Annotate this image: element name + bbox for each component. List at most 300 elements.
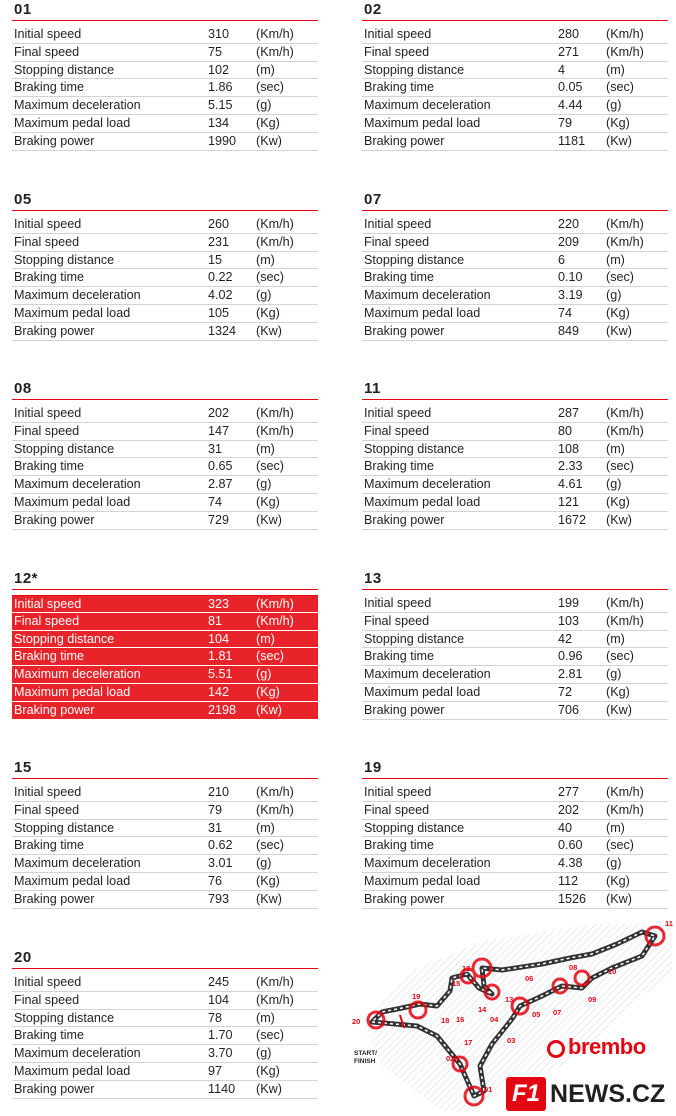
data-row — [362, 287, 668, 305]
row-label: Braking time — [364, 838, 434, 853]
row-value: 1181 — [558, 133, 586, 148]
row-unit: (Km/h) — [606, 44, 644, 59]
row-unit: (m) — [606, 252, 625, 267]
row-value: 0.05 — [558, 80, 583, 95]
row-unit: (m) — [606, 62, 625, 77]
row-label: Final speed — [14, 234, 80, 249]
row-unit: (Km/h) — [606, 785, 644, 799]
data-row — [12, 287, 318, 305]
row-label: Braking time — [364, 649, 434, 664]
corner-number: 12* — [12, 569, 318, 590]
row-label: Maximum pedal load — [364, 873, 481, 888]
row-label: Stopping distance — [364, 441, 465, 456]
turn-label: 04 — [490, 1015, 499, 1024]
row-unit: (sec) — [256, 270, 284, 285]
row-label: Braking power — [14, 133, 95, 148]
corner-number: 05 — [12, 190, 318, 211]
turn-label: 09 — [588, 995, 597, 1004]
data-row — [12, 1027, 318, 1045]
row-unit: (m) — [256, 62, 275, 77]
data-row — [362, 97, 668, 115]
row-value: 202 — [208, 406, 230, 420]
turn-label: 12 — [462, 964, 471, 973]
row-label: Maximum deceleration — [364, 856, 491, 871]
row-unit: (g) — [256, 98, 272, 113]
row-unit: (Kw) — [606, 702, 632, 717]
row-value: 97 — [208, 1063, 223, 1078]
data-row — [362, 79, 668, 97]
turn-label: 15 — [452, 979, 461, 988]
turn-label: 13 — [505, 995, 514, 1004]
row-unit: (Km/h) — [256, 27, 294, 41]
row-value: 103 — [558, 613, 580, 628]
row-label: Maximum deceleration — [14, 477, 141, 492]
row-label: Maximum deceleration — [364, 477, 491, 492]
row-unit: (Kg) — [256, 494, 280, 509]
row-label: Final speed — [364, 44, 430, 59]
row-value: 280 — [558, 27, 580, 41]
row-unit: (Kg) — [256, 873, 280, 888]
row-label: Braking time — [14, 1028, 84, 1043]
data-row — [12, 62, 318, 80]
row-label: Final speed — [14, 613, 80, 628]
row-value: 287 — [558, 406, 580, 420]
corner-number: 07 — [362, 190, 668, 211]
row-unit: (Km/h) — [256, 406, 294, 420]
row-label: Braking power — [364, 133, 445, 148]
turn-label: 08 — [569, 963, 578, 972]
row-unit: (Kw) — [606, 133, 632, 148]
row-label: Final speed — [364, 613, 430, 628]
row-unit: (Kg) — [256, 115, 280, 130]
row-label: Maximum deceleration — [14, 98, 141, 113]
row-value: 199 — [558, 596, 580, 610]
row-label: Stopping distance — [364, 820, 465, 835]
row-value: 79 — [558, 115, 573, 130]
row-unit: (Kw) — [606, 891, 632, 906]
data-row — [362, 405, 668, 423]
row-label: Braking power — [14, 891, 95, 906]
f1-mark: F1 — [506, 1077, 546, 1111]
row-value: 271 — [558, 44, 580, 59]
data-row — [12, 44, 318, 62]
row-unit: (Km/h) — [606, 406, 644, 420]
row-value: 4.02 — [208, 288, 233, 303]
row-label: Initial speed — [364, 406, 432, 420]
row-unit: (sec) — [256, 459, 284, 474]
data-row — [362, 684, 668, 702]
corner-number: 11 — [362, 379, 668, 400]
row-value: 76 — [208, 873, 223, 888]
row-value: 1140 — [208, 1081, 236, 1096]
corner-card — [12, 569, 318, 720]
row-label: Braking time — [364, 270, 434, 285]
row-value: 112 — [558, 873, 579, 888]
row-unit: (sec) — [606, 459, 634, 474]
row-unit: (Kg) — [606, 115, 630, 130]
row-label: Maximum deceleration — [14, 1046, 141, 1061]
data-row — [12, 269, 318, 287]
corner-card — [12, 948, 318, 1099]
row-unit: (g) — [606, 288, 622, 303]
row-value: 1.86 — [208, 80, 233, 95]
row-label: Initial speed — [364, 217, 432, 231]
corner-number: 13 — [362, 569, 668, 590]
data-row — [12, 666, 318, 684]
row-unit: (m) — [256, 820, 275, 835]
row-unit: (Km/h) — [606, 27, 644, 41]
row-label: Initial speed — [364, 785, 432, 799]
corner-number: 02 — [362, 0, 668, 21]
row-value: 729 — [208, 512, 230, 527]
row-value: 80 — [558, 423, 573, 438]
row-label: Final speed — [14, 423, 80, 438]
corner-number: 19 — [362, 758, 668, 779]
row-value: 147 — [208, 423, 230, 438]
data-row — [12, 26, 318, 44]
row-value: 31 — [208, 820, 223, 835]
corner-card — [362, 379, 668, 530]
row-label: Stopping distance — [14, 62, 115, 77]
data-row — [362, 269, 668, 287]
turn-label: 07 — [553, 1008, 562, 1017]
row-unit: (Km/h) — [256, 992, 294, 1007]
row-value: 2.87 — [208, 477, 233, 492]
row-value: 0.10 — [558, 270, 583, 285]
row-value: 3.01 — [208, 856, 233, 871]
row-unit: (Kg) — [606, 305, 630, 320]
row-value: 15 — [208, 252, 223, 267]
row-value: 42 — [558, 631, 573, 646]
corner-number: 08 — [12, 379, 318, 400]
row-value: 4.38 — [558, 856, 583, 871]
corner-card — [362, 569, 668, 720]
row-value: 202 — [558, 802, 580, 817]
row-label: Braking time — [14, 649, 84, 664]
row-unit: (Km/h) — [606, 217, 644, 231]
row-value: 793 — [208, 891, 230, 906]
row-value: 81 — [208, 613, 223, 628]
row-unit: (Km/h) — [606, 613, 644, 628]
row-unit: (sec) — [256, 838, 284, 853]
data-row — [12, 512, 318, 530]
row-value: 0.65 — [208, 459, 233, 474]
data-row — [12, 405, 318, 423]
row-unit: (Kw) — [606, 512, 632, 527]
data-row — [362, 873, 668, 891]
data-row — [12, 1045, 318, 1063]
corner-card — [362, 0, 668, 151]
row-label: Initial speed — [14, 406, 82, 420]
turn-label: 20 — [352, 1017, 361, 1026]
turn-label: 02 — [446, 1054, 455, 1063]
row-value: 108 — [558, 441, 580, 456]
row-unit: (Kg) — [606, 494, 630, 509]
f1news-wordmark: NEWS.CZ — [550, 1079, 666, 1108]
row-label: Stopping distance — [364, 62, 465, 77]
row-unit: (sec) — [256, 649, 284, 664]
row-label: Stopping distance — [14, 631, 115, 646]
row-unit: (Kw) — [606, 323, 632, 338]
data-row — [362, 441, 668, 459]
data-row — [362, 891, 668, 909]
row-unit: (g) — [606, 98, 622, 113]
row-unit: (Kg) — [606, 684, 630, 699]
corner-card — [362, 190, 668, 341]
row-value: 1526 — [558, 891, 587, 906]
row-label: Maximum deceleration — [14, 667, 141, 682]
row-value: 5.51 — [208, 667, 233, 682]
turn-label: 19 — [412, 992, 421, 1001]
row-unit: (sec) — [606, 270, 634, 285]
row-label: Stopping distance — [14, 820, 115, 835]
row-label: Initial speed — [364, 27, 432, 41]
row-unit: (Km/h) — [606, 596, 644, 610]
row-unit: (Kw) — [256, 323, 282, 338]
data-row — [362, 855, 668, 873]
row-unit: (sec) — [256, 80, 284, 95]
row-unit: (m) — [606, 820, 625, 835]
row-value: 3.70 — [208, 1046, 233, 1061]
corner-card — [12, 190, 318, 341]
data-row — [12, 216, 318, 234]
row-label: Final speed — [364, 423, 430, 438]
row-value: 78 — [208, 1010, 223, 1025]
row-value: 40 — [558, 820, 573, 835]
row-label: Braking power — [364, 512, 445, 527]
data-row — [12, 684, 318, 702]
row-unit: (Km/h) — [606, 802, 644, 817]
row-label: Initial speed — [14, 785, 82, 799]
row-unit: (Km/h) — [256, 785, 294, 799]
row-label: Maximum deceleration — [364, 98, 491, 113]
turn-label: 17 — [464, 1038, 473, 1047]
row-unit: (m) — [256, 252, 275, 267]
row-value: 105 — [208, 305, 230, 320]
data-row — [12, 1010, 318, 1028]
turn-label: 10 — [608, 967, 617, 976]
data-row — [12, 631, 318, 649]
brembo-mark-icon — [547, 1040, 565, 1058]
row-unit: (Km/h) — [256, 613, 294, 628]
row-value: 0.62 — [208, 838, 233, 853]
data-row — [12, 855, 318, 873]
data-row — [362, 252, 668, 270]
row-unit: (g) — [256, 477, 272, 492]
row-label: Maximum deceleration — [364, 667, 491, 682]
row-value: 260 — [208, 217, 230, 231]
row-unit: (sec) — [256, 1028, 284, 1043]
row-label: Final speed — [364, 234, 430, 249]
row-label: Maximum pedal load — [364, 494, 481, 509]
row-label: Initial speed — [364, 596, 432, 610]
f1news-logo — [506, 1077, 665, 1111]
row-value: 72 — [558, 684, 573, 699]
row-unit: (m) — [256, 1010, 275, 1025]
row-label: Braking power — [364, 323, 445, 338]
turn-label: 16 — [456, 1015, 465, 1024]
corner-card — [12, 379, 318, 530]
row-label: Maximum deceleration — [14, 856, 141, 871]
row-value: 0.60 — [558, 838, 583, 853]
row-unit: (Kw) — [256, 512, 282, 527]
row-label: Maximum deceleration — [14, 288, 141, 303]
data-row — [362, 494, 668, 512]
row-label: Braking time — [14, 459, 84, 474]
row-value: 277 — [558, 785, 580, 799]
row-label: Final speed — [14, 44, 80, 59]
row-label: Maximum pedal load — [14, 115, 131, 130]
row-value: 4 — [558, 62, 566, 77]
turn-label: 05 — [532, 1010, 541, 1019]
row-label: Braking power — [14, 702, 95, 717]
row-unit: (g) — [256, 1046, 272, 1061]
row-label: Maximum pedal load — [364, 305, 481, 320]
row-label: Braking power — [364, 891, 445, 906]
data-row — [12, 97, 318, 115]
row-unit: (Km/h) — [256, 802, 294, 817]
data-row — [12, 423, 318, 441]
row-unit: (g) — [606, 667, 622, 682]
start-label: FINISH — [354, 1058, 376, 1065]
row-label: Stopping distance — [364, 631, 465, 646]
row-label: Maximum deceleration — [364, 288, 491, 303]
data-row — [362, 305, 668, 323]
data-row — [12, 476, 318, 494]
row-label: Final speed — [14, 802, 80, 817]
row-value: 0.22 — [208, 270, 233, 285]
row-unit: (sec) — [606, 80, 634, 95]
row-unit: (m) — [256, 441, 275, 456]
row-unit: (g) — [256, 288, 272, 303]
data-row — [362, 702, 668, 720]
row-unit: (Kg) — [256, 1063, 280, 1078]
row-value: 323 — [208, 597, 230, 611]
corner-card — [362, 758, 668, 909]
data-row — [12, 820, 318, 838]
row-label: Maximum pedal load — [14, 494, 131, 509]
start-label: START/ — [354, 1050, 377, 1057]
row-value: 79 — [208, 802, 223, 817]
row-value: 220 — [558, 217, 580, 231]
row-unit: (Km/h) — [256, 597, 294, 611]
data-row — [362, 820, 668, 838]
data-row — [362, 784, 668, 802]
data-row — [12, 1063, 318, 1081]
row-unit: (Km/h) — [256, 423, 294, 438]
data-row — [12, 873, 318, 891]
row-unit: (Kg) — [606, 873, 630, 888]
data-row — [362, 115, 668, 133]
data-row — [12, 305, 318, 323]
row-value: 2.81 — [558, 667, 583, 682]
row-value: 74 — [558, 305, 573, 320]
data-row — [12, 1081, 318, 1099]
row-unit: (g) — [606, 856, 622, 871]
row-label: Braking time — [14, 838, 84, 853]
row-value: 31 — [208, 441, 223, 456]
row-value: 4.61 — [558, 477, 583, 492]
row-label: Braking power — [14, 323, 95, 338]
data-row — [12, 802, 318, 820]
row-value: 231 — [208, 234, 230, 249]
row-unit: (m) — [256, 631, 275, 646]
row-value: 6 — [558, 252, 566, 267]
row-unit: (Kg) — [256, 305, 280, 320]
data-row — [12, 613, 318, 631]
row-value: 1.81 — [208, 649, 233, 664]
turn-label: 03 — [507, 1036, 516, 1045]
row-label: Stopping distance — [14, 441, 115, 456]
row-label: Initial speed — [14, 217, 82, 231]
data-row — [362, 458, 668, 476]
row-label: Initial speed — [14, 597, 82, 611]
data-row — [12, 595, 318, 613]
row-unit: (Kw) — [256, 133, 282, 148]
row-value: 1672 — [558, 512, 587, 527]
row-label: Braking time — [14, 80, 84, 95]
row-unit: (Km/h) — [256, 217, 294, 231]
row-value: 310 — [208, 27, 230, 41]
row-unit: (m) — [606, 631, 625, 646]
turn-label: 06 — [525, 974, 534, 983]
row-value: 104 — [208, 631, 230, 646]
row-value: 75 — [208, 44, 223, 59]
row-value: 849 — [558, 323, 580, 338]
data-row — [12, 494, 318, 512]
corner-number: 20 — [12, 948, 318, 969]
row-label: Initial speed — [14, 975, 82, 989]
row-label: Braking power — [14, 1081, 95, 1096]
turn-label: 14 — [478, 1005, 487, 1014]
row-value: 2198 — [208, 702, 237, 717]
corner-number: 15 — [12, 758, 318, 779]
data-row — [362, 62, 668, 80]
data-row — [362, 26, 668, 44]
data-row — [12, 441, 318, 459]
row-unit: (g) — [606, 477, 622, 492]
row-value: 3.19 — [558, 288, 583, 303]
row-label: Maximum pedal load — [364, 115, 481, 130]
row-value: 5.15 — [208, 98, 233, 113]
data-row — [362, 323, 668, 341]
row-value: 0.96 — [558, 649, 583, 664]
row-label: Final speed — [14, 992, 80, 1007]
corner-card — [12, 0, 318, 151]
data-row — [362, 802, 668, 820]
row-label: Braking time — [364, 80, 434, 95]
data-row — [12, 234, 318, 252]
row-value: 209 — [558, 234, 580, 249]
row-unit: (g) — [256, 856, 272, 871]
data-row — [12, 252, 318, 270]
row-unit: (m) — [606, 441, 625, 456]
row-label: Maximum pedal load — [14, 684, 131, 699]
row-unit: (sec) — [606, 649, 634, 664]
data-row — [12, 458, 318, 476]
data-row — [362, 613, 668, 631]
row-label: Maximum pedal load — [14, 1063, 131, 1078]
row-value: 104 — [208, 992, 230, 1007]
data-row — [12, 837, 318, 855]
row-unit: (Kw) — [256, 891, 282, 906]
data-row — [362, 631, 668, 649]
row-label: Braking power — [14, 512, 95, 527]
row-value: 142 — [208, 684, 230, 699]
data-row — [362, 234, 668, 252]
row-value: 2.33 — [558, 459, 583, 474]
data-row — [12, 784, 318, 802]
